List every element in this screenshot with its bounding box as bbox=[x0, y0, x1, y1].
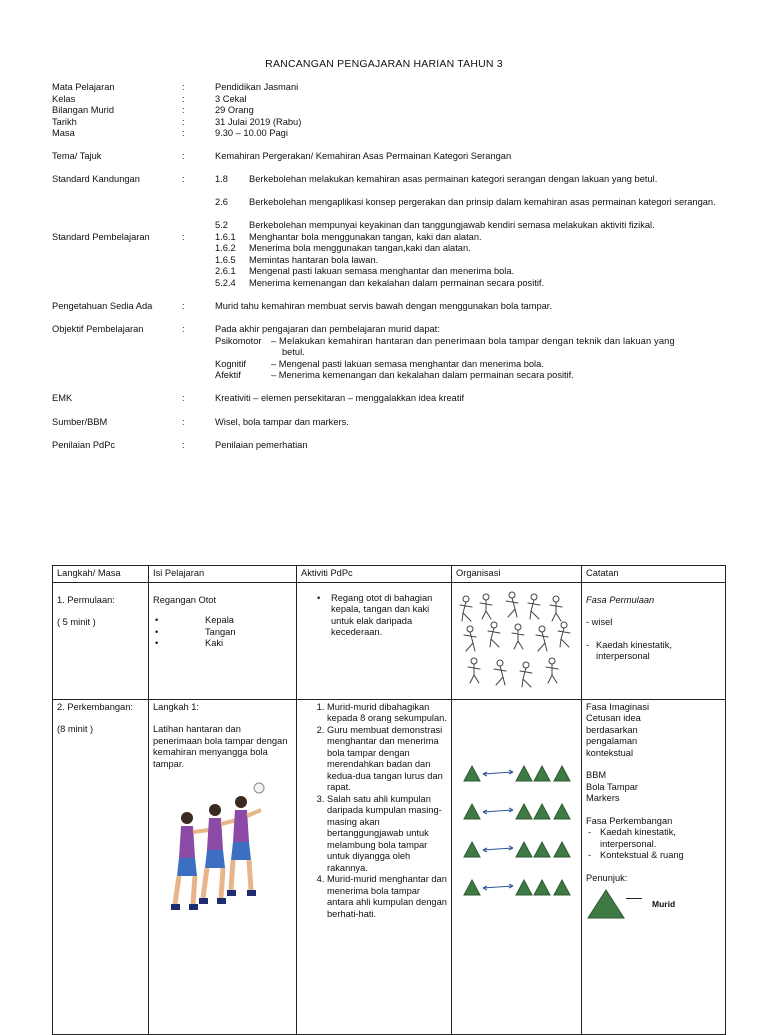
step-label: 1. Permulaan: bbox=[57, 594, 115, 605]
legend-title: Penunjuk: bbox=[586, 872, 628, 883]
student-triangle bbox=[554, 804, 570, 819]
objektif-domain: Psikomotor bbox=[215, 335, 262, 346]
colon: : bbox=[182, 231, 185, 242]
list-item: • Tangan bbox=[153, 627, 292, 639]
notes-fasa-title: Fasa Imaginasi bbox=[586, 701, 650, 712]
activity-cell bbox=[297, 582, 452, 699]
stretching-exercises-illustration bbox=[456, 585, 578, 693]
triangle-icon bbox=[586, 888, 626, 920]
sp-text: Menerima kemenangan dan kekalahan dalam permainan secara positif. bbox=[249, 277, 545, 288]
volleyball-pass-illustration bbox=[165, 780, 265, 930]
pass-arrow bbox=[483, 770, 513, 776]
sp-code: 1.6.1 bbox=[215, 231, 236, 242]
sp-text: Menghantar bola menggunakan tangan, kaki dan alatan. bbox=[249, 231, 482, 242]
activity-list bbox=[301, 702, 447, 921]
content-list bbox=[153, 615, 292, 650]
list-item: - Kontekstual & ruang bbox=[586, 850, 721, 862]
bbm-item: Markers bbox=[586, 793, 620, 803]
stretch-figure bbox=[494, 660, 506, 685]
notes-fasa-text: Cetusan idea berdasarkan pengalaman kontekstual bbox=[586, 713, 641, 758]
fasa-list bbox=[586, 827, 721, 862]
content-cell bbox=[149, 582, 297, 699]
player-figure bbox=[227, 796, 261, 896]
colon: : bbox=[182, 105, 185, 115]
stretch-figure bbox=[520, 662, 532, 687]
notes-title: Fasa Permulaan bbox=[586, 594, 655, 605]
stretch-figure bbox=[488, 622, 500, 647]
lesson-table bbox=[52, 565, 726, 1035]
header-catatan: Catatan bbox=[582, 566, 726, 583]
stretch-figure bbox=[506, 592, 518, 617]
list-item: 1. Murid-murid dibahagikan kepada 8 orang sekumpulan. bbox=[327, 702, 447, 725]
objektif-domain: Afektif bbox=[215, 370, 241, 380]
objektif-text: – Melakukan kemahiran hantaran dan penerimaan bola tampar dengan teknik dan lakuan yang bbox=[271, 335, 675, 346]
student-triangle bbox=[516, 804, 532, 819]
stretch-figure bbox=[468, 658, 480, 683]
student-triangle bbox=[516, 842, 532, 857]
activity-list bbox=[301, 593, 447, 639]
stretch-figure bbox=[528, 594, 540, 619]
list-item: 3. Salah satu ahli kumpulan daripada kumpulan masing-masing akan bertanggungjawab untuk melambung bola tampar untuk diyangga oleh rakannya. bbox=[327, 794, 447, 875]
objektif-text-cont: betul. bbox=[282, 347, 305, 357]
list-item: • Kaki bbox=[153, 638, 292, 650]
list-item: • Regang otot di bahagian kepala, tangan dan kaki untuk elak daripada kecederaan. bbox=[315, 593, 447, 639]
colon: : bbox=[182, 174, 185, 184]
stretch-figure bbox=[550, 596, 562, 621]
sp-code: 1.6.2 bbox=[215, 243, 236, 253]
pengetahuan-label: Pengetahuan Sedia Ada bbox=[52, 301, 153, 311]
sp-code: 1.6.5 bbox=[215, 254, 236, 265]
notes-item: - Kaedah kinestatik, interpersonal bbox=[586, 639, 672, 661]
colon: : bbox=[182, 301, 185, 311]
standard-pembelajaran-label: Standard Pembelajaran bbox=[52, 231, 150, 242]
sp-code: 2.6.1 bbox=[215, 266, 236, 276]
colon: : bbox=[182, 82, 185, 92]
stretch-figure bbox=[460, 596, 472, 621]
header-langkah: Langkah/ Masa bbox=[53, 566, 149, 583]
sp-text: Mengenal pasti lakuan semasa menghantar dan menerima bola. bbox=[249, 266, 515, 276]
volleyball-icon bbox=[254, 783, 264, 793]
legend-label: Murid bbox=[652, 899, 676, 909]
sk-text: Berkebolehan melakukan kemahiran asas permainan kategori serangan dengan lakuan yang betul. bbox=[249, 174, 658, 184]
student-triangle bbox=[534, 766, 550, 781]
colon: : bbox=[182, 393, 185, 403]
sk-code: 1.8 bbox=[215, 174, 228, 184]
step-cell bbox=[53, 699, 149, 1034]
bbm-title: BBM bbox=[586, 770, 607, 780]
table-header-row bbox=[53, 566, 726, 583]
student-triangle bbox=[554, 842, 570, 857]
objektif-label: Objektif Pembelajaran bbox=[52, 324, 144, 334]
colon: : bbox=[182, 116, 185, 127]
step-cell bbox=[53, 582, 149, 699]
objektif-intro: Pada akhir pengajaran dan pembelajaran murid dapat: bbox=[215, 324, 440, 334]
student-triangle bbox=[464, 842, 480, 857]
info-label: Masa bbox=[52, 128, 75, 138]
step-time: (8 minit ) bbox=[57, 724, 94, 734]
info-value: 3 Cekal bbox=[215, 93, 247, 104]
student-triangle bbox=[464, 766, 480, 781]
step-label: 2. Perkembangan: bbox=[57, 701, 133, 712]
standard-kandungan-label: Standard Kandungan bbox=[52, 174, 140, 184]
sp-text: Memintas hantaran bola lawan. bbox=[249, 254, 379, 265]
student-triangle bbox=[554, 880, 570, 895]
student-triangle bbox=[464, 880, 480, 895]
tema-value: Kemahiran Pergerakan/ Kemahiran Asas Permainan Kategori Serangan bbox=[215, 151, 512, 161]
header-aktiviti: Aktiviti PdPc bbox=[297, 566, 452, 583]
student-triangle bbox=[464, 804, 480, 819]
content-text: Latihan hantaran dan penerimaan bola tampar dengan kemahiran menyangga bola tampar. bbox=[153, 724, 288, 769]
student-triangle bbox=[516, 766, 532, 781]
content-title: Regangan Otot bbox=[153, 594, 217, 605]
pass-arrow bbox=[483, 808, 513, 814]
legend bbox=[586, 888, 721, 924]
header-organisasi: Organisasi bbox=[452, 566, 582, 583]
penilaian-label: Penilaian PdPc bbox=[52, 440, 116, 450]
content-title: Langkah 1: bbox=[153, 701, 200, 712]
student-triangle bbox=[516, 880, 532, 895]
list-item: • Kepala bbox=[153, 615, 292, 627]
organisation-cell bbox=[452, 699, 582, 1034]
colon: : bbox=[182, 128, 185, 138]
organisation-cell bbox=[452, 582, 582, 699]
sp-code: 5.2.4 bbox=[215, 277, 236, 288]
info-value: 31 Julai 2019 (Rabu) bbox=[215, 116, 302, 127]
notes-fasa-title: Fasa Perkembangan bbox=[586, 815, 673, 826]
notes-item: - wisel bbox=[586, 617, 613, 627]
info-label: Tarikh bbox=[52, 116, 77, 127]
stretch-figure bbox=[464, 626, 476, 651]
stretch-figure bbox=[512, 624, 524, 649]
student-triangle bbox=[554, 766, 570, 781]
stretch-figure bbox=[480, 594, 492, 619]
header-isi: Isi Pelajaran bbox=[149, 566, 297, 583]
step-time: ( 5 minit ) bbox=[57, 617, 96, 627]
student-triangle bbox=[534, 880, 550, 895]
pengetahuan-value: Murid tahu kemahiran membuat servis bawah dengan menggunakan bola tampar. bbox=[215, 301, 552, 311]
emk-label: EMK bbox=[52, 393, 73, 403]
info-value: 9.30 – 10.00 Pagi bbox=[215, 128, 288, 138]
list-item: 2. Guru membuat demonstrasi menghantar dan menerima bola tampar dengan merendahkan badan dan kedua-dua tangan lurus dan rapat. bbox=[327, 725, 447, 794]
info-value: Pendidikan Jasmani bbox=[215, 82, 299, 92]
stretch-figure bbox=[546, 658, 558, 683]
objektif-text: – Mengenal pasti lakuan semasa menghantar dan menerima bola. bbox=[271, 358, 544, 369]
sk-text: Berkebolehan mengaplikasi konsep pergerakan dan prinsip dalam kemahiran asas permainan kategori serangan. bbox=[249, 197, 716, 207]
list-item: 4. Murid-murid menghantar dan menerima bola tampar antara ahli kumpulan dengan berhati-hati. bbox=[327, 874, 447, 920]
pass-arrow bbox=[483, 846, 513, 852]
sk-code: 2.6 bbox=[215, 197, 228, 207]
info-label: Kelas bbox=[52, 93, 76, 104]
colon: : bbox=[182, 151, 185, 161]
sp-text: Menerima bola menggunakan tangan,kaki dan alatan. bbox=[249, 243, 471, 253]
info-value: 29 Orang bbox=[215, 105, 254, 115]
colon: : bbox=[182, 440, 185, 450]
content-cell bbox=[149, 699, 297, 1034]
stretch-figure bbox=[536, 626, 548, 651]
student-triangle bbox=[534, 804, 550, 819]
notes-item-text: Kaedah kinestatik, interpersonal bbox=[596, 639, 672, 661]
pass-arrow bbox=[483, 884, 513, 890]
legend-line bbox=[626, 898, 642, 899]
sumber-value: Wisel, bola tampar dan markers. bbox=[215, 417, 349, 427]
penilaian-value: Penilaian pemerhatian bbox=[215, 440, 308, 450]
notes-cell bbox=[582, 699, 726, 1034]
bbm-item: Bola Tampar bbox=[586, 781, 639, 792]
page-title: RANCANGAN PENGAJARAN HARIAN TAHUN 3 bbox=[265, 58, 503, 70]
colon: : bbox=[182, 324, 185, 334]
tema-label: Tema/ Tajuk bbox=[52, 151, 102, 161]
formation-diagram bbox=[456, 762, 578, 942]
sk-code: 5.2 bbox=[215, 220, 228, 230]
notes-cell bbox=[582, 582, 726, 699]
stretch-figure bbox=[558, 622, 570, 647]
colon: : bbox=[182, 93, 185, 104]
colon: : bbox=[182, 417, 185, 427]
student-triangle bbox=[534, 842, 550, 857]
info-label: Mata Pelajaran bbox=[52, 82, 115, 92]
sk-text: Berkebolehan mempunyai keyakinan dan tanggungjawab kendiri semasa melakukan aktiviti fizikal. bbox=[249, 220, 655, 230]
list-item: - Kaedah kinestatik, interpersonal. bbox=[586, 827, 721, 850]
table-row bbox=[53, 582, 726, 699]
info-label: Bilangan Murid bbox=[52, 105, 115, 115]
objektif-text: – Menerima kemenangan dan kekalahan dalam permainan secara positif. bbox=[271, 370, 574, 380]
activity-cell bbox=[297, 699, 452, 1034]
objektif-domain: Kognitif bbox=[215, 358, 247, 369]
table-row bbox=[53, 699, 726, 1034]
emk-value: Kreativiti – elemen persekitaran – menggalakkan idea kreatif bbox=[215, 393, 465, 403]
sumber-label: Sumber/BBM bbox=[52, 417, 108, 427]
